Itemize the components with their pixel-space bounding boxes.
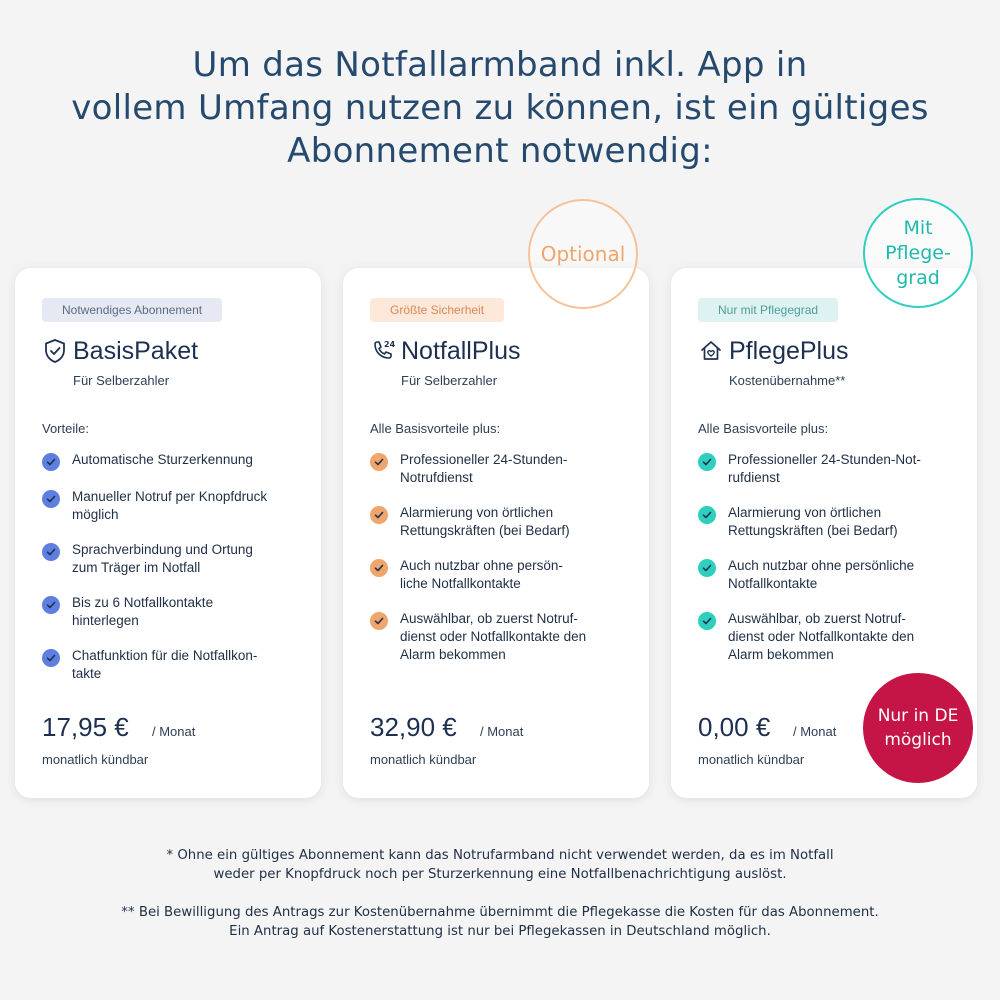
svg-text:24: 24 [384, 340, 395, 349]
pflegegrad-circle-badge [863, 198, 973, 308]
feature-text: Chatfunktion für die Notfallkon- takte [72, 648, 258, 681]
feature-text: Auch nutzbar ohne persönliche Notfallkontakte [728, 558, 915, 591]
feature-text: Bis zu 6 Notfallkontakte hinterlegen [72, 595, 214, 628]
plan-card-basispaket[interactable] [15, 268, 321, 798]
page-headline [0, 44, 1000, 173]
feature-text: Auch nutzbar ohne persön- liche Notfallkontakte [400, 558, 563, 591]
cancellation-note: monatlich kündbar [42, 752, 149, 767]
feature-text: Automatische Sturzerkennung [72, 452, 253, 467]
plan-price: 17,95 € [42, 712, 129, 742]
optional-circle-badge [528, 199, 638, 309]
feature-item [42, 488, 312, 524]
feature-text: Auswählbar, ob zuerst Notruf- dienst oder Notfallkontakte den Alarm bekommen [400, 611, 587, 662]
footnote-line: Ein Antrag auf Kostenerstattung ist nur bei Pflegekassen in Deutschland möglich. [229, 924, 771, 939]
plan-subtitle: Für Selberzahler [401, 373, 498, 388]
feature-text: Professioneller 24-Stunden-Not- rufdienst [728, 452, 921, 485]
feature-item [370, 451, 640, 487]
plan-name: BasisPaket [73, 337, 199, 365]
headline-line: Abonnement notwendig: [287, 131, 713, 171]
feature-item [370, 504, 640, 540]
headline-line: vollem Umfang nutzen zu können, ist ein gültiges [71, 88, 929, 128]
footnote-line: weder per Knopfdruck noch per Sturzerkennung eine Notfallbenachrichtigung auslöst. [213, 867, 787, 882]
footnote-line: ** Bei Bewilligung des Antrags zur Kostenübernahme übernimmt die Pflegekasse die Kosten für das Abonnement. [121, 905, 879, 920]
feature-item [42, 541, 312, 577]
nur-in-de-label-line: Nur in DE [877, 706, 959, 726]
feature-item [370, 557, 640, 593]
pflegegrad-label-line: grad [896, 266, 940, 289]
footnotes [0, 846, 1000, 941]
check-icon [698, 506, 716, 524]
plan-name: NotfallPlus [401, 337, 521, 365]
check-icon [42, 490, 60, 508]
feature-item [42, 594, 312, 630]
check-icon [42, 453, 60, 471]
check-icon [698, 453, 716, 471]
footnote-line: * Ohne ein gültiges Abonnement kann das Notrufarmband nicht verwendet werden, da es im Notfall [166, 848, 834, 863]
feature-item [698, 557, 968, 593]
feature-text: Alarmierung von örtlichen Rettungskräften (bei Bedarf) [728, 505, 898, 538]
plan-badge: Nur mit Pflegegrad [698, 298, 838, 322]
plan-card-notfallplus[interactable] [343, 268, 649, 798]
nur-in-de-label-line: möglich [884, 730, 952, 750]
plan-price: 32,90 € [370, 712, 457, 742]
optional-label: Optional [540, 242, 626, 266]
feature-item [42, 647, 312, 683]
check-icon [42, 649, 60, 667]
plan-badge: Größte Sicherheit [370, 298, 504, 322]
phone-24-icon [371, 338, 395, 364]
plan-price: 0,00 € [698, 712, 771, 742]
plan-subtitle: Kostenübernahme** [729, 373, 846, 388]
pflegegrad-label-line: Mit [903, 216, 933, 239]
feature-item [42, 451, 312, 471]
shield-check-icon [43, 338, 67, 364]
nur-in-de-circle-badge [863, 673, 973, 783]
price-period: / Monat [793, 724, 837, 739]
feature-list [370, 451, 640, 681]
footnote-cost-coverage [0, 903, 1000, 941]
feature-text: Manueller Notruf per Knopfdruck möglich [72, 489, 268, 522]
check-icon [370, 612, 388, 630]
price-period: / Monat [152, 724, 196, 739]
cancellation-note: monatlich kündbar [370, 752, 477, 767]
features-intro: Vorteile: [42, 421, 89, 436]
check-icon [370, 559, 388, 577]
check-icon [370, 453, 388, 471]
house-heart-icon [699, 338, 723, 364]
plan-name: PflegePlus [729, 337, 849, 365]
pflegegrad-label-line: Pflege- [885, 241, 951, 264]
check-icon [42, 596, 60, 614]
feature-item [698, 504, 968, 540]
feature-item [698, 451, 968, 487]
check-icon [42, 543, 60, 561]
plan-subtitle: Für Selberzahler [73, 373, 170, 388]
features-intro: Alle Basisvorteile plus: [698, 421, 829, 436]
feature-list [698, 451, 968, 681]
feature-text: Professioneller 24-Stunden- Notrufdienst [400, 452, 568, 485]
price-period: / Monat [480, 724, 524, 739]
feature-list [42, 451, 312, 700]
cancellation-note: monatlich kündbar [698, 752, 805, 767]
check-icon [698, 612, 716, 630]
check-icon [370, 506, 388, 524]
footnote-no-subscription [0, 846, 1000, 884]
headline-line: Um das Notfallarmband inkl. App in [192, 45, 808, 85]
feature-text: Sprachverbindung und Ortung zum Träger im Notfall [72, 542, 253, 575]
check-icon [698, 559, 716, 577]
feature-text: Alarmierung von örtlichen Rettungskräften (bei Bedarf) [400, 505, 570, 538]
plan-badge: Notwendiges Abonnement [42, 298, 222, 322]
feature-text: Auswählbar, ob zuerst Notruf- dienst oder Notfallkontakte den Alarm bekommen [728, 611, 915, 662]
feature-item [698, 610, 968, 664]
feature-item [370, 610, 640, 664]
features-intro: Alle Basisvorteile plus: [370, 421, 501, 436]
